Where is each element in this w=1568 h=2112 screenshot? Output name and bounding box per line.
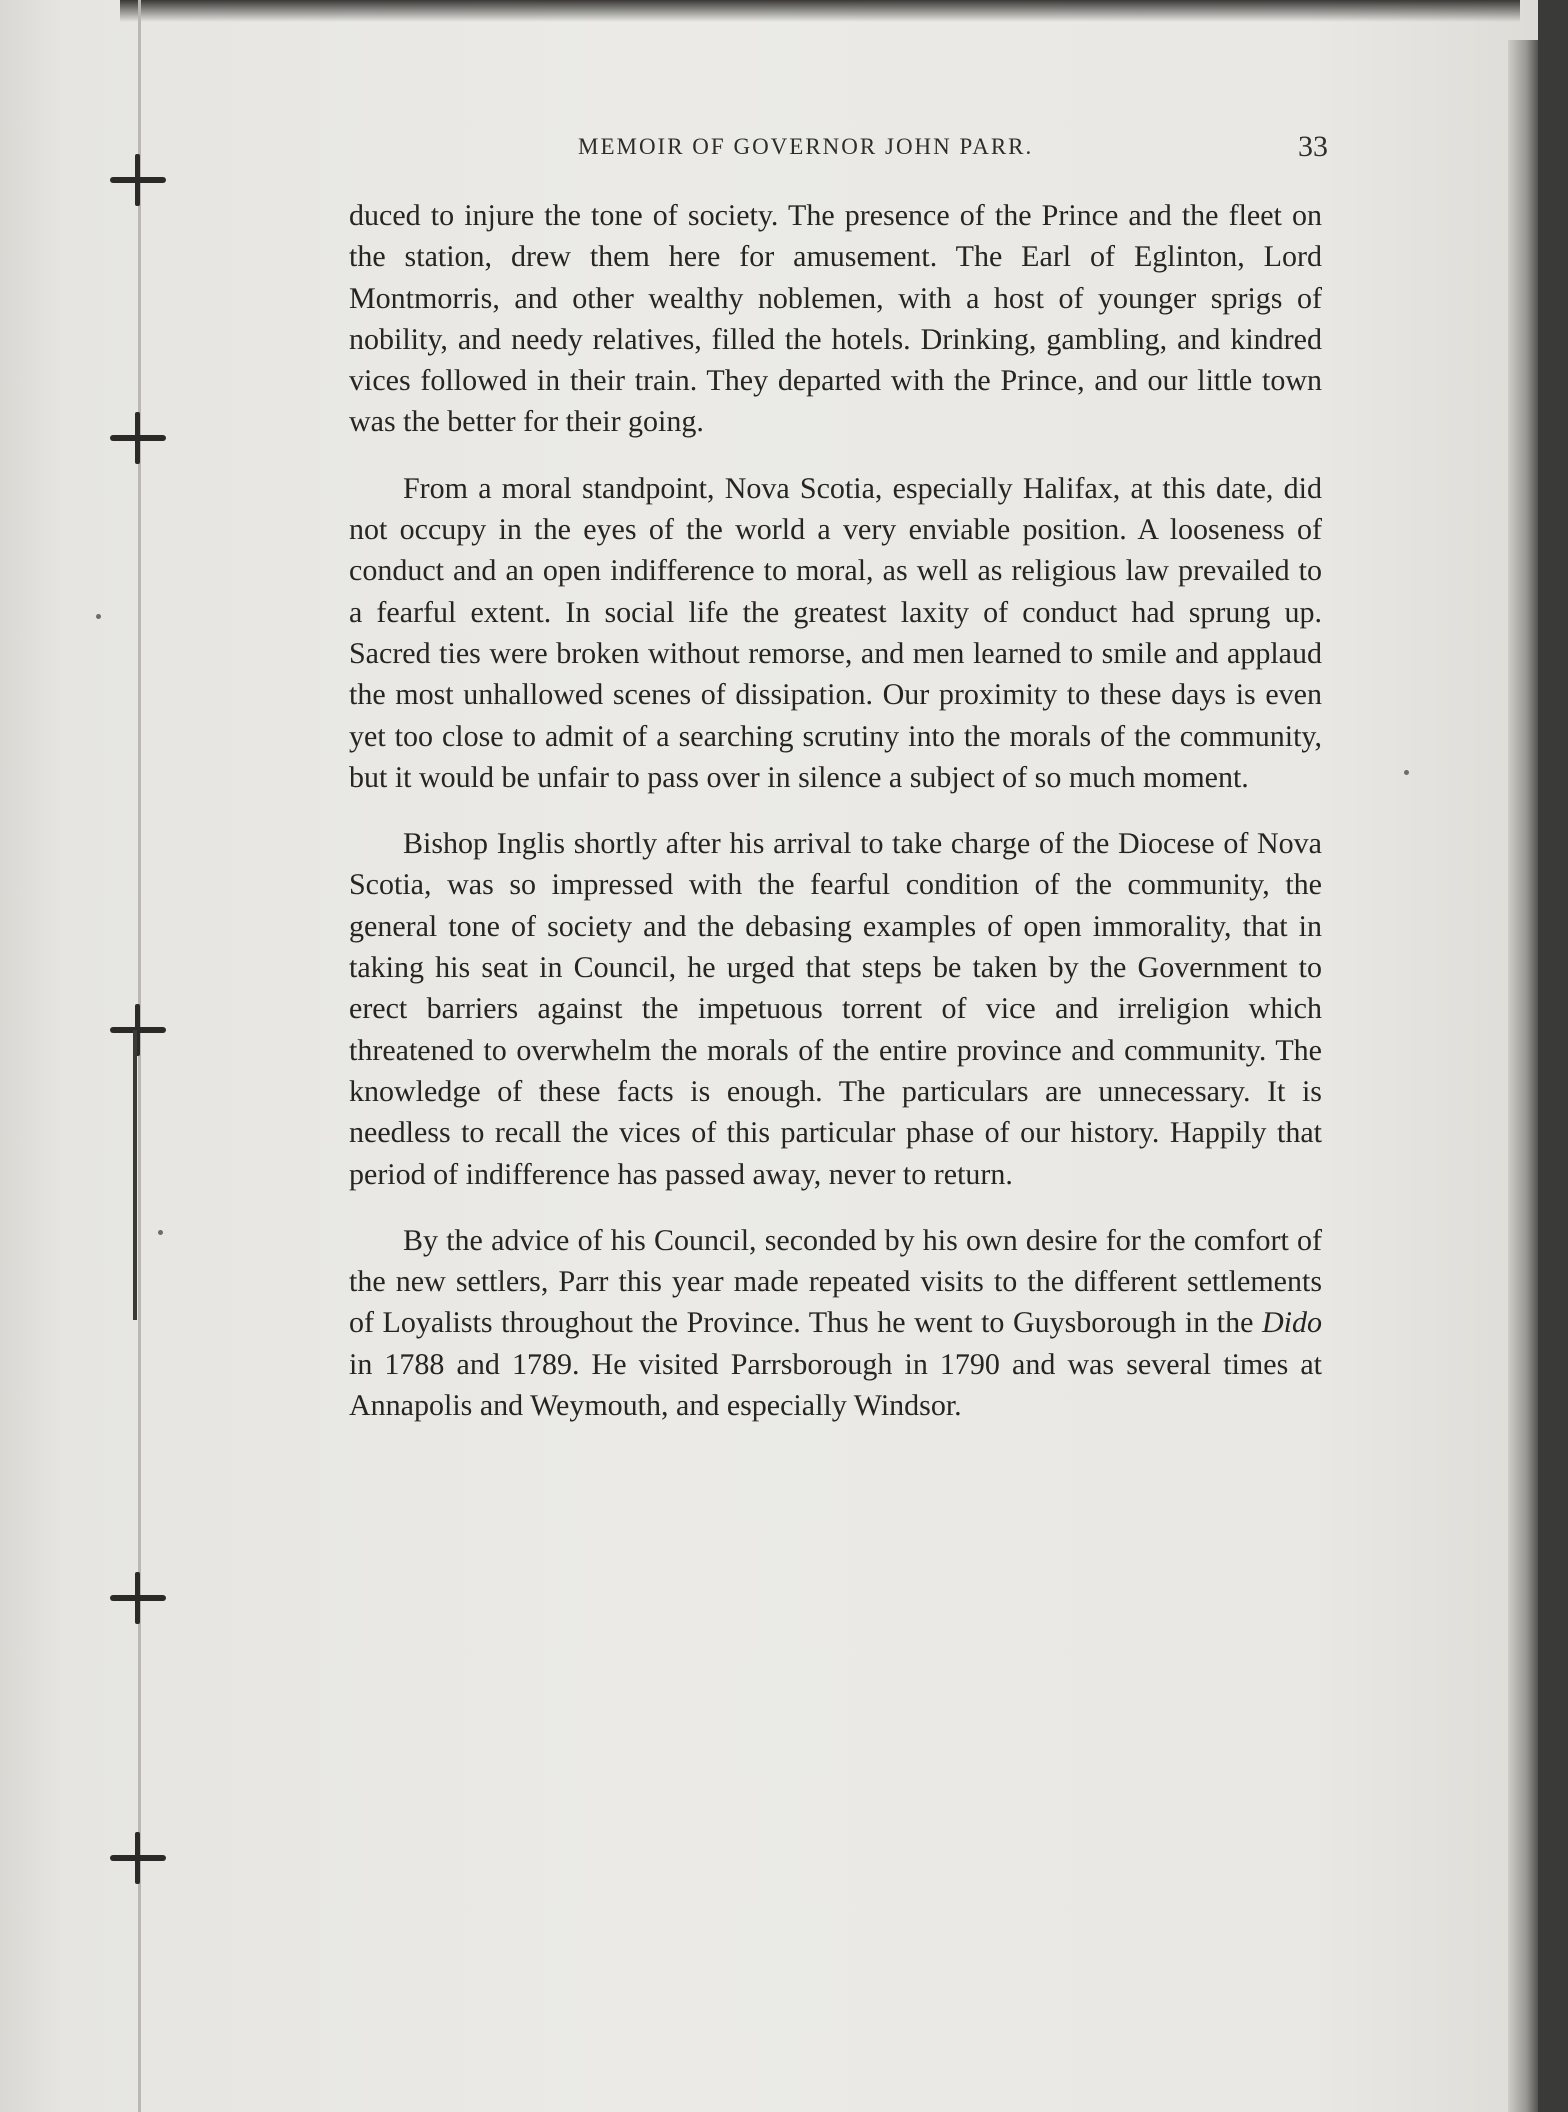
binding-stitch-mark xyxy=(100,408,174,468)
paper-speck xyxy=(158,1230,163,1235)
binding-stitch-mark xyxy=(100,150,174,210)
paragraph-4-text-start: By the advice of his Council, seconded by his own desire for the comfort of the new settlers, Parr this year made repeated visits to the different settlements of Loyalists throughout the Province. Thus he went to Guysborough in the xyxy=(349,1223,1322,1340)
binding-stitch-mark xyxy=(100,1568,174,1628)
ship-name-dido: Dido xyxy=(1262,1306,1322,1340)
paper-speck xyxy=(1404,770,1409,775)
page-right-edge xyxy=(1508,40,1538,2112)
body-text xyxy=(349,195,1322,1426)
paper-speck xyxy=(96,614,101,619)
running-head xyxy=(578,132,1328,172)
binding-stitch-mark xyxy=(100,1000,174,1060)
paragraph-4-text-end: in 1788 and 1789. He visited Parrsborough in 1790 and was several times at Annapolis and Weymouth, and especially Windsor. xyxy=(349,1347,1322,1423)
paragraph-1: duced to injure the tone of society. The presence of the Prince and the fleet on the station, drew them here for amusement. The Earl of Eglinton, Lord Montmorris, and other wealthy noblemen, with a host of younger sprigs of nobility, and needy relatives, filled the hotels. Drinking, gambling, and kindred vices followed in their train. They departed with the Prince, and our little town was the better for their going. xyxy=(349,199,1322,439)
paragraph-4 xyxy=(349,1220,1322,1426)
binding-stitch-mark xyxy=(100,1828,174,1888)
running-head-title: MEMOIR OF GOVERNOR JOHN PARR. xyxy=(578,134,1034,159)
paragraph-2: From a moral standpoint, Nova Scotia, especially Halifax, at this date, did not occupy in the eyes of the world a very enviable position. A looseness of conduct and an open indifference to moral, as well as religious law prevailed to a fearful extent. In social life the greatest laxity of conduct had sprung up. Sacred ties were broken without remorse, and men learned to smile and applaud the most unhallowed scenes of dissipation. Our proximity to these days is even yet too close to admit of a searching scrutiny into the morals of the community, but it would be unfair to pass over in silence a subject of so much moment. xyxy=(349,471,1322,794)
scan-top-shadow xyxy=(120,0,1520,22)
binding-thread xyxy=(133,1030,137,1320)
paragraph-3: Bishop Inglis shortly after his arrival to take charge of the Diocese of Nova Scotia, was so impressed with the fearful condition of the community, the general tone of society and the debasing examples of open immorality, that in taking his seat in Council, he urged that steps be taken by the Government to erect barriers against the impetuous torrent of vice and irreligion which threatened to overwhelm the morals of the entire province and community. The knowledge of these facts is enough. The particulars are unnecessary. It is needless to recall the vices of this particular phase of our history. Happily that period of indifference has passed away, never to return. xyxy=(349,827,1322,1191)
page-number: 33 xyxy=(1298,130,1328,163)
